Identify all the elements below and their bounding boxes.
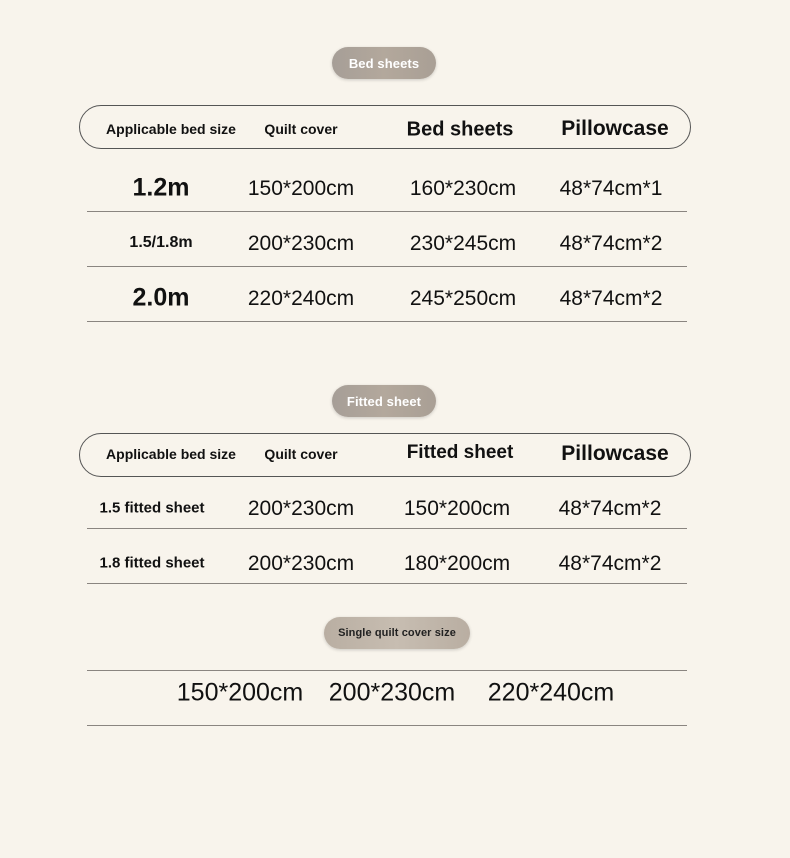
table-row-quilt-cover: 200*230cm: [247, 497, 355, 520]
table-row-pillowcase: 48*74cm*1: [559, 177, 663, 200]
table-row-quilt-cover: 150*200cm: [247, 177, 355, 200]
row-divider: [87, 211, 687, 212]
single-quilt-bottom-rule: [87, 725, 687, 726]
table-row-bed-sheet: 160*230cm: [409, 177, 517, 200]
table-row-size: 1.2m: [132, 173, 190, 202]
row-divider: [87, 321, 687, 322]
table-row-size: 1.5 fitted sheet: [99, 499, 205, 517]
table-row-quilt-cover: 220*240cm: [247, 287, 355, 310]
table-row-pillowcase: 48*74cm*2: [559, 287, 663, 310]
table-row-size: 2.0m: [132, 283, 190, 312]
table-row-fitted-sheet: 180*200cm: [403, 552, 511, 575]
header-quilt-cover: Quilt cover: [264, 121, 338, 137]
bed-sheets-badge: Bed sheets: [332, 47, 436, 79]
table-row-size: 1.5/1.8m: [129, 234, 193, 251]
header-bed-sheets: Bed sheets: [406, 118, 514, 141]
header-applicable-bed-size: Applicable bed size: [106, 446, 236, 462]
table-row-pillowcase: 48*74cm*2: [559, 232, 663, 255]
header-pillowcase: Pillowcase: [561, 117, 669, 140]
row-divider: [87, 266, 687, 267]
table-row-quilt-cover: 200*230cm: [247, 232, 355, 255]
header-fitted-sheet: Fitted sheet: [406, 442, 514, 463]
header-quilt-cover: Quilt cover: [264, 446, 338, 462]
single-quilt-cover-badge: Single quilt cover size: [324, 617, 470, 649]
table-row-pillowcase: 48*74cm*2: [558, 552, 662, 575]
single-quilt-size: 220*240cm: [487, 678, 615, 707]
single-quilt-size: 200*230cm: [328, 678, 456, 707]
table-row-bed-sheet: 245*250cm: [409, 287, 517, 310]
single-quilt-top-rule: [87, 670, 687, 671]
header-pillowcase: Pillowcase: [561, 442, 669, 465]
header-applicable-bed-size: Applicable bed size: [106, 121, 236, 137]
row-divider: [87, 583, 687, 584]
row-divider: [87, 528, 687, 529]
table-row-quilt-cover: 200*230cm: [247, 552, 355, 575]
single-quilt-size: 150*200cm: [176, 678, 304, 707]
table-row-bed-sheet: 230*245cm: [409, 232, 517, 255]
fitted-sheet-badge: Fitted sheet: [332, 385, 436, 417]
table-row-size: 1.8 fitted sheet: [99, 554, 205, 572]
table-row-fitted-sheet: 150*200cm: [403, 497, 511, 520]
table-row-pillowcase: 48*74cm*2: [558, 497, 662, 520]
